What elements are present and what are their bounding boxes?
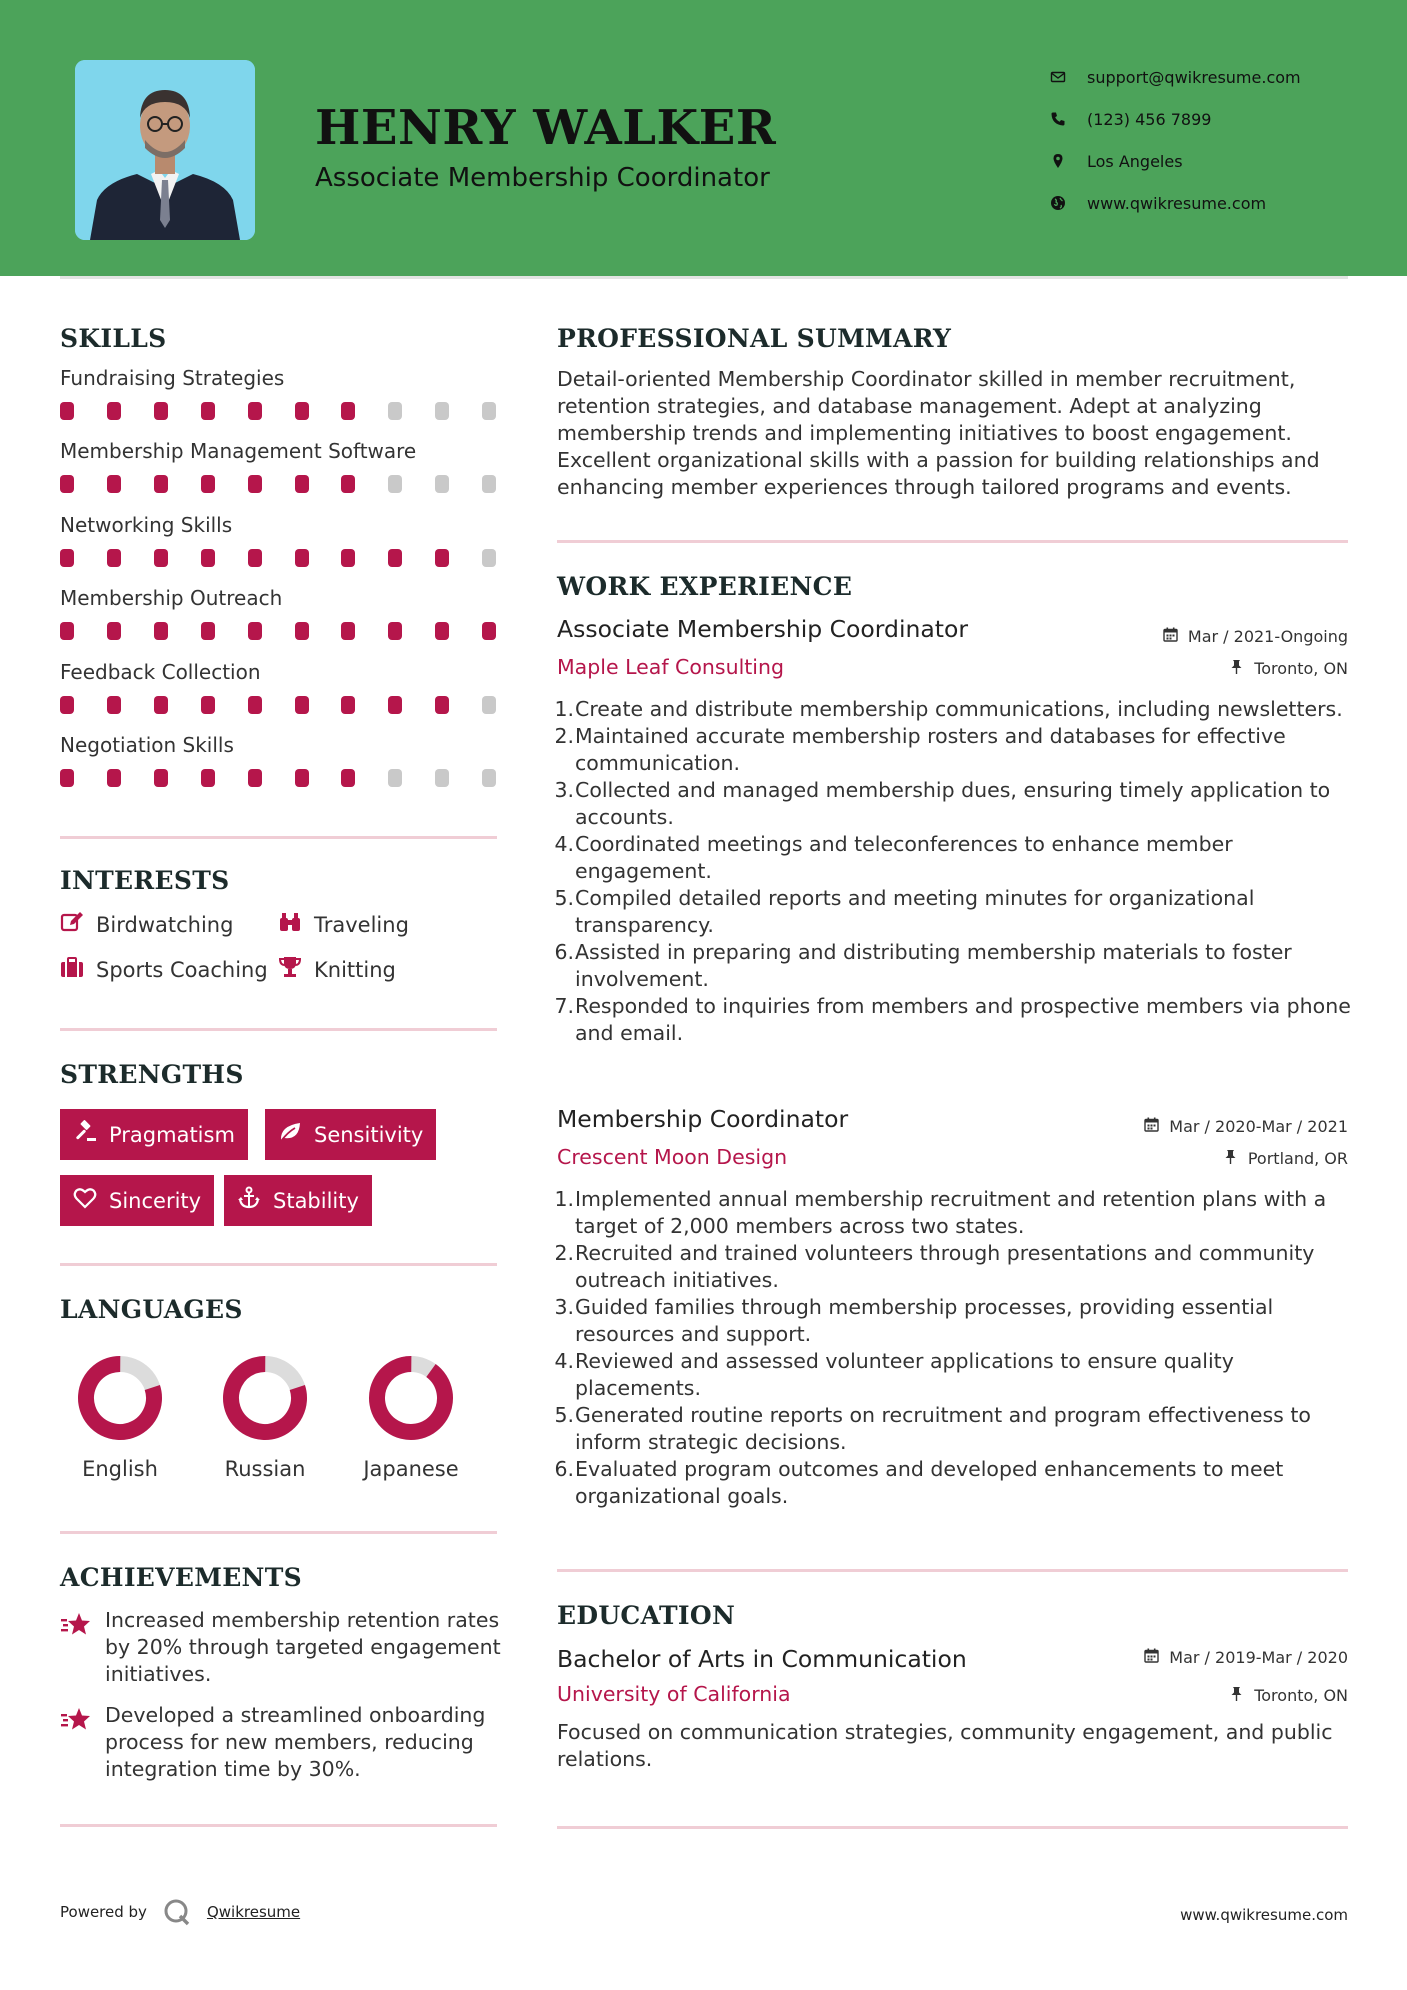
candidate-name: HENRY WALKER [315, 100, 777, 156]
bullet-text: Guided families through membership processes, providing essential resources and support. [575, 1295, 1274, 1346]
strength-label: Sincerity [109, 1188, 202, 1213]
section-divider [60, 836, 497, 839]
bullet-text: Reviewed and assessed volunteer applications to ensure quality placements. [575, 1349, 1234, 1400]
skill-rating [60, 402, 500, 422]
degree-title: Bachelor of Arts in Communication [557, 1645, 967, 1673]
pushpin-icon [1229, 659, 1254, 678]
skill-rating-dot [388, 622, 402, 640]
skill-rating-dot [248, 769, 262, 787]
bullet-number: 2. [554, 724, 574, 748]
job-location [1229, 659, 1348, 678]
language-name: English [82, 1457, 158, 1481]
interest-birdwatching [60, 910, 233, 939]
job-bullet [554, 696, 1357, 723]
bullet-text: Assisted in preparing and distributing membership materials to foster involvement. [575, 940, 1292, 991]
job-bullet [554, 1240, 1357, 1294]
leaf-icon [278, 1120, 314, 1149]
bullet-number: 6. [554, 1457, 574, 1481]
interest-label: Birdwatching [96, 912, 234, 937]
candidate-title: Associate Membership Coordinator [315, 163, 770, 193]
skill-rating-dot [154, 696, 168, 714]
bullet-text: Create and distribute membership communications, including newsletters. [575, 697, 1343, 721]
skill-rating-dot [107, 402, 121, 420]
job-dates [1163, 627, 1348, 646]
globe-icon [1050, 195, 1087, 211]
skill-rating-dot [154, 769, 168, 787]
job-bullet [554, 777, 1357, 831]
section-divider [557, 1569, 1348, 1572]
achievement-text: Developed a streamlined onboarding process for new members, reducing integration time by 30%. [105, 1703, 486, 1781]
language-name: Japanese [363, 1457, 459, 1481]
section-divider [60, 1263, 497, 1266]
skills-heading: SKILLS [60, 324, 167, 353]
skill-rating-dot [248, 696, 262, 714]
star-icon [60, 1607, 92, 1688]
skill-rating-dot [482, 696, 496, 714]
job-bullet [554, 1294, 1357, 1348]
skill-item [60, 733, 500, 789]
skill-rating-dot [107, 549, 121, 567]
footer-website[interactable]: www.qwikresume.com [1180, 1906, 1348, 1924]
contact-list [1050, 56, 1301, 224]
skill-rating-dot [482, 549, 496, 567]
skill-rating-dot [482, 622, 496, 640]
contact-website-text: www.qwikresume.com [1087, 193, 1267, 213]
job-dates-text: Mar / 2020-Mar / 2021 [1169, 1117, 1348, 1136]
briefcase-icon [60, 955, 96, 984]
heart-icon [73, 1186, 109, 1215]
envelope-icon [1050, 69, 1087, 85]
skill-rating-dot [154, 475, 168, 493]
section-divider [60, 1824, 497, 1827]
contact-phone[interactable] [1050, 98, 1301, 140]
language-russian [195, 1353, 335, 1481]
skill-rating-dot [107, 696, 121, 714]
skill-rating-dot [60, 402, 74, 420]
education-dates [1144, 1648, 1348, 1667]
skill-rating-dot [295, 549, 309, 567]
job-location-text: Toronto, ON [1254, 659, 1348, 678]
skill-rating-dot [482, 402, 496, 420]
skill-item [60, 366, 500, 422]
qwikresume-link[interactable]: Qwikresume [206, 1903, 301, 1921]
skill-rating-dot [435, 549, 449, 567]
job-bullet [554, 831, 1357, 885]
skill-rating-dot [201, 622, 215, 640]
skill-rating-dot [482, 769, 496, 787]
map-marker-icon [1050, 153, 1087, 169]
skill-name: Fundraising Strategies [60, 366, 285, 390]
interest-label: Knitting [314, 957, 396, 982]
education-description: Focused on communication strategies, community engagement, and public relations. [557, 1720, 1333, 1771]
summary-heading: PROFESSIONAL SUMMARY [557, 324, 952, 353]
section-divider [557, 1826, 1348, 1829]
anchor-icon [237, 1186, 273, 1215]
language-ring [75, 1353, 165, 1443]
skill-rating-dot [388, 402, 402, 420]
bullet-text: Implemented annual membership recruitment and retention plans with a target of 2,000 members across two states. [575, 1187, 1327, 1238]
skill-rating-dot [248, 402, 262, 420]
education-location-text: Toronto, ON [1254, 1686, 1348, 1705]
job-bullet [554, 885, 1357, 939]
skill-name: Membership Management Software [60, 439, 417, 464]
contact-phone-text: (123) 456 7899 [1087, 109, 1212, 129]
bullet-text: Responded to inquiries from members and prospective members via phone and email. [575, 994, 1351, 1045]
contact-email[interactable] [1050, 56, 1301, 98]
star-icon [60, 1702, 92, 1783]
skill-rating-dot [435, 696, 449, 714]
language-japanese [341, 1353, 481, 1481]
skill-rating-dot [388, 475, 402, 493]
contact-location [1050, 140, 1301, 182]
skill-rating-dot [388, 549, 402, 567]
bullet-number: 3. [554, 778, 574, 802]
job-location-text: Portland, OR [1247, 1149, 1348, 1168]
skill-rating-dot [154, 549, 168, 567]
skill-rating-dot [201, 402, 215, 420]
bullet-number: 1. [554, 697, 574, 721]
achievement-item [60, 1607, 505, 1688]
skill-rating-dot [248, 622, 262, 640]
trophy-icon [278, 955, 314, 984]
gavel-icon [73, 1120, 109, 1149]
interests-heading: INTERESTS [60, 866, 230, 895]
calendar-icon [1163, 627, 1188, 646]
achievements-heading: ACHIEVEMENTS [60, 1563, 302, 1592]
job-bullets [554, 696, 1357, 1047]
skill-rating [60, 696, 500, 716]
section-divider [60, 1028, 497, 1031]
bullet-text: Recruited and trained volunteers through presentations and community outreach initiatives. [575, 1241, 1315, 1292]
interest-label: Traveling [314, 912, 409, 937]
bullet-number: 2. [554, 1241, 574, 1265]
achievement-text: Increased membership retention rates by 20% through targeted engagement initiatives. [105, 1608, 501, 1686]
header-banner [0, 0, 1407, 276]
skill-rating-dot [60, 475, 74, 493]
bullet-text: Compiled detailed reports and meeting minutes for organizational transparency. [575, 886, 1255, 937]
bullet-number: 1. [554, 1187, 574, 1211]
binoculars-icon [278, 910, 314, 939]
language-ring-fill [77, 1355, 163, 1441]
interest-traveling [278, 910, 409, 939]
bullet-number: 3. [554, 1295, 574, 1319]
skill-rating-dot [482, 475, 496, 493]
skill-rating-dot [435, 402, 449, 420]
skill-rating-dot [295, 622, 309, 640]
skill-rating-dot [295, 475, 309, 493]
job-dates-text: Mar / 2021-Ongoing [1187, 627, 1348, 646]
job-bullet [554, 723, 1357, 777]
skill-item [60, 586, 500, 642]
contact-website[interactable] [1050, 182, 1301, 224]
skill-rating-dot [295, 402, 309, 420]
bullet-number: 6. [554, 940, 574, 964]
pushpin-icon [1229, 1686, 1254, 1705]
job-bullet [554, 1348, 1357, 1402]
pushpin-icon [1223, 1149, 1248, 1168]
skill-rating-dot [295, 769, 309, 787]
bullet-number: 4. [554, 1349, 574, 1373]
skill-item [60, 439, 500, 495]
skill-rating [60, 622, 500, 642]
skill-rating-dot [388, 696, 402, 714]
language-ring [366, 1353, 456, 1443]
skill-rating-dot [201, 475, 215, 493]
strength-badge-pragmatism [60, 1109, 248, 1160]
company-name: Crescent Moon Design [557, 1145, 788, 1169]
job-title: Membership Coordinator [557, 1105, 849, 1133]
section-divider [557, 540, 1348, 543]
skill-rating-dot [107, 475, 121, 493]
job-dates [1144, 1117, 1348, 1136]
education-location [1229, 1686, 1348, 1705]
skill-rating-dot [341, 475, 355, 493]
interest-knitting [278, 955, 396, 984]
summary-text: Detail-oriented Membership Coordinator skilled in member recruitment, retention strategies, and database management. Adept at analyzing membership trends and implementing initiatives to boost engagement. Excellent organizational skills with a passion for building relationships and enhancing member experiences through tailored programs and events. [557, 367, 1320, 499]
job-bullets [554, 1186, 1357, 1510]
job-bullet [554, 1402, 1357, 1456]
strength-label: Pragmatism [109, 1122, 235, 1147]
job-bullet [554, 1186, 1357, 1240]
skill-rating-dot [154, 402, 168, 420]
skill-rating-dot [248, 475, 262, 493]
footer-powered-by [60, 1898, 300, 1926]
skill-name: Networking Skills [60, 512, 233, 537]
bullet-text: Coordinated meetings and teleconferences to enhance member engagement. [575, 832, 1233, 883]
strength-badge-sincerity [60, 1175, 214, 1226]
education-heading: EDUCATION [557, 1601, 736, 1630]
job-bullet [554, 993, 1357, 1047]
skill-rating-dot [388, 769, 402, 787]
skill-rating-dot [435, 475, 449, 493]
contact-location-text: Los Angeles [1087, 151, 1183, 171]
job-bullet [554, 939, 1357, 993]
skill-rating [60, 769, 500, 789]
skill-item [60, 660, 500, 716]
skill-rating-dot [435, 769, 449, 787]
interest-sports-coaching [60, 955, 268, 984]
job-location [1223, 1149, 1348, 1168]
language-ring-fill [366, 1353, 456, 1443]
language-english [50, 1353, 190, 1481]
skill-rating-dot [201, 696, 215, 714]
company-name: Maple Leaf Consulting [557, 655, 785, 679]
section-divider [60, 1531, 497, 1534]
skill-rating-dot [60, 696, 74, 714]
skill-name: Membership Outreach [60, 586, 283, 611]
skill-rating [60, 549, 500, 569]
bullet-number: 5. [554, 886, 574, 910]
job-title: Associate Membership Coordinator [557, 615, 969, 643]
skill-rating-dot [341, 549, 355, 567]
skill-rating-dot [341, 622, 355, 640]
skill-name: Feedback Collection [60, 659, 261, 684]
skill-rating-dot [60, 769, 74, 787]
language-ring-fill [222, 1355, 308, 1441]
strengths-heading: STRENGTHS [60, 1060, 244, 1089]
phone-icon [1050, 111, 1087, 127]
skill-rating-dot [341, 402, 355, 420]
skill-rating-dot [107, 769, 121, 787]
skill-item [60, 513, 500, 569]
strength-label: Stability [273, 1188, 359, 1213]
calendar-icon [1144, 1648, 1169, 1667]
qwikresume-logo-icon [163, 1898, 191, 1926]
skill-rating [60, 475, 500, 495]
interest-label: Sports Coaching [96, 957, 268, 982]
pencil-square-icon [60, 910, 96, 939]
language-name: Russian [224, 1457, 306, 1481]
bullet-text: Generated routine reports on recruitment and program effectiveness to inform strategic decisions. [575, 1403, 1311, 1454]
contact-email-text: support@qwikresume.com [1087, 67, 1301, 87]
education-dates-text: Mar / 2019-Mar / 2020 [1169, 1648, 1348, 1667]
work-heading: WORK EXPERIENCE [557, 572, 853, 601]
skill-rating-dot [107, 622, 121, 640]
strength-label: Sensitivity [314, 1122, 424, 1147]
bullet-number: 5. [554, 1403, 574, 1427]
bullet-number: 4. [554, 832, 574, 856]
languages-heading: LANGUAGES [60, 1295, 243, 1324]
skill-rating-dot [248, 549, 262, 567]
skill-rating-dot [435, 622, 449, 640]
profile-photo [75, 60, 255, 240]
skill-rating-dot [201, 549, 215, 567]
skill-name: Negotiation Skills [60, 733, 234, 757]
powered-by-label: Powered by [60, 1903, 147, 1921]
skill-rating-dot [295, 696, 309, 714]
strength-badge-sensitivity [265, 1109, 436, 1160]
bullet-text: Collected and managed membership dues, ensuring timely application to accounts. [575, 778, 1331, 829]
achievement-item [60, 1702, 505, 1783]
skill-rating-dot [341, 696, 355, 714]
calendar-icon [1144, 1117, 1169, 1136]
bullet-text: Evaluated program outcomes and developed enhancements to meet organizational goals. [575, 1457, 1284, 1508]
language-ring [220, 1353, 310, 1443]
skill-rating-dot [60, 622, 74, 640]
skill-rating-dot [201, 769, 215, 787]
skill-rating-dot [154, 622, 168, 640]
job-bullet [554, 1456, 1357, 1510]
bullet-number: 7. [554, 994, 574, 1018]
skill-rating-dot [341, 769, 355, 787]
school-name: University of California [557, 1682, 791, 1706]
header-divider [60, 276, 1348, 279]
bullet-text: Maintained accurate membership rosters and databases for effective communication. [575, 724, 1286, 775]
skill-rating-dot [60, 549, 74, 567]
strength-badge-stability [224, 1175, 372, 1226]
